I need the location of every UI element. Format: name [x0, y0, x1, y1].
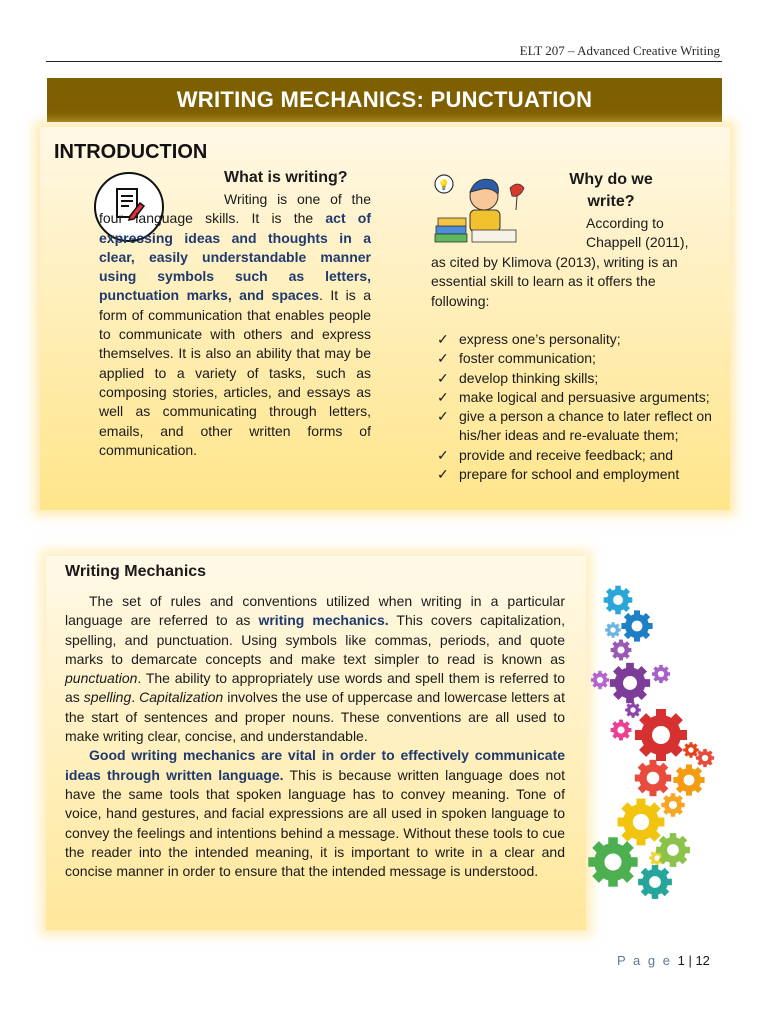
mechanics-paragraph-1: The set of rules and conventions utilized when writing in a particular language are referred to as writing mechanics. This covers capitalization, spelling, and punctuation. Using symbols like commas, periods, and quote marks to demarcate concepts and make text simpler to read is known as punctuation. The ability to appropriately use words and spell them is referred to as spelling. Capitalization involves the use of uppercase and lowercase letters at the start of sentences and proper nouns. These conventions are all used to make writing clear, concise, and understandable.: [65, 593, 565, 745]
colorful-gears-illustration: [585, 580, 725, 910]
check-icon: ✓: [437, 369, 449, 386]
why-write-paragraph-part2: as cited by Klimova (2013), writing is an essential skill to learn as it offers the following:: [431, 254, 678, 309]
kid-studying-illustration: [432, 170, 532, 252]
writing-mechanics-body: [65, 592, 565, 881]
why-write-paragraph-part1: According to Chappell (2011),: [586, 215, 689, 251]
list-item: ✓ foster communication;: [437, 349, 717, 368]
check-icon: ✓: [437, 388, 449, 405]
mechanics-paragraph-2: Good writing mechanics are vital in order to effectively communicate ideas through written language. This is because written language does not have the same tools that spoken language has to convey meaning. Tone of voice, hand gestures, and facial expressions are all used in spoken language to convey the feelings and intentions behind a message. Without these tools to cue the reader into the intended meaning, it is important to write in a clear and concise manner in order to ensure that the intended message is understood.: [65, 747, 565, 880]
svg-text:💡: 💡: [437, 180, 451, 191]
writing-mechanics-heading: Writing Mechanics: [65, 563, 207, 580]
header-rule: [46, 61, 722, 62]
what-is-writing-paragraph: Writing is one of the four language skills. It is the act of expressing ideas and thoughts in a clear, easily understandable manner using symbols such as letters, punctuation marks, and spaces. It is a form of communication that enables people to communicate with others and express themselves. It is also an ability that may be applied to a variety of tasks, such as composing stories, articles, and essays as well as communicating through letters, emails, and other written forms of communication.: [99, 191, 371, 458]
check-icon: ✓: [437, 446, 449, 463]
why-do-we-write-heading: Why do we write?: [569, 171, 653, 210]
introduction-heading: INTRODUCTION: [54, 141, 208, 163]
check-icon: ✓: [437, 466, 449, 483]
check-icon: ✓: [437, 350, 449, 367]
page-title-banner: WRITING MECHANICS: PUNCTUATION: [47, 78, 722, 122]
writing-definition-highlight: act of expressing ideas and thoughts in a clear, easily understandable manner using symbols such as letters, punctuation marks, and spaces: [99, 210, 371, 304]
what-is-writing-heading: What is writing?: [224, 169, 348, 186]
list-item: ✓ make logical and persuasive arguments;: [437, 388, 717, 407]
check-icon: ✓: [437, 408, 449, 425]
list-item: ✓ develop thinking skills;: [437, 369, 717, 388]
course-title: ELT 207 – Advanced Creative Writing: [519, 43, 720, 58]
check-icon: ✓: [437, 331, 449, 347]
list-item: ✓ express one’s personality;: [437, 330, 717, 349]
list-item: ✓ prepare for school and employment: [437, 465, 717, 484]
list-item: ✓ give a person a chance to later reflect on his/her ideas and re-evaluate them;: [437, 408, 712, 444]
page-number: P a g e 1 | 12: [617, 953, 710, 968]
list-item: ✓ provide and receive feedback; and: [437, 446, 717, 465]
benefits-checklist: [437, 330, 717, 484]
